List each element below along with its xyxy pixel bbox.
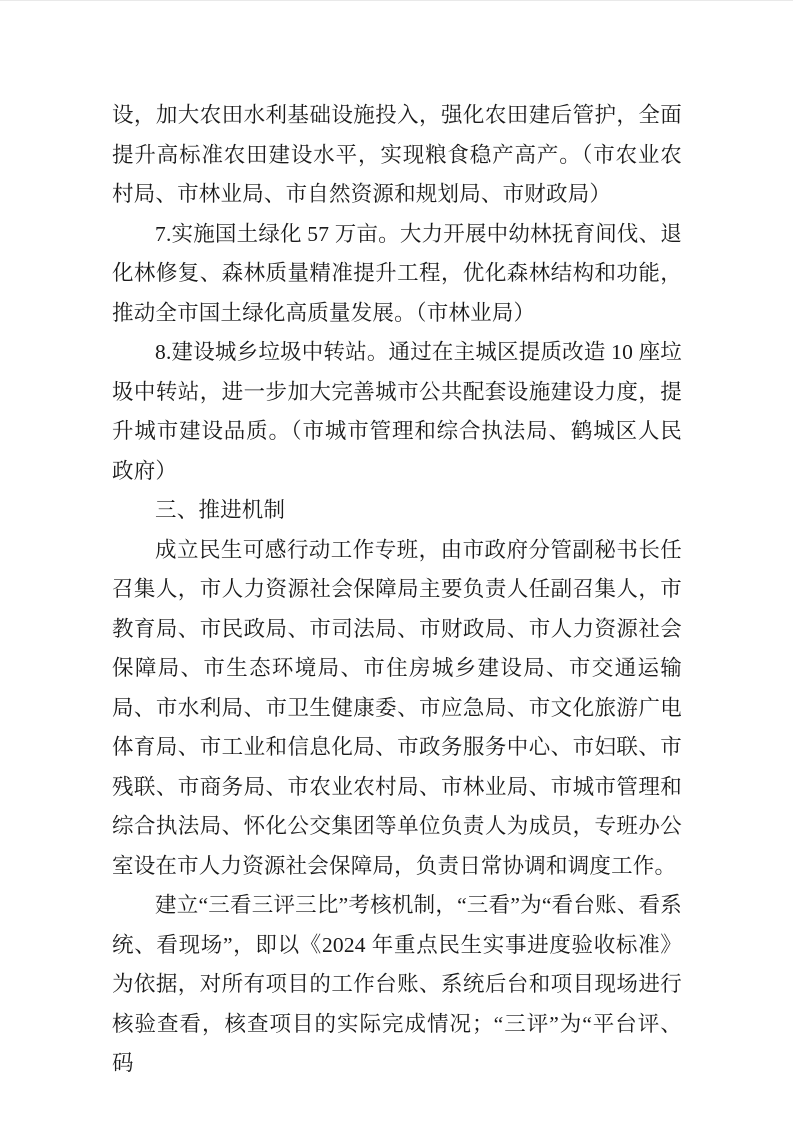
document-body — [112, 96, 682, 1084]
paragraph: 成立民生可感行动工作专班，由市政府分管副秘书长任召集人，市人力资源社会保障局主要负责人任副召集人，市教育局、市民政局、市司法局、市财政局、市人力资源社会保障局、市生态环境局、市住房城乡建设局、市交通运输局、市水利局、市卫生健康委、市应急局、市文化旅游广电体育局、市工业和信息化局、市政务服务中心、市妇联、市残联、市商务局、市农业农村局、市林业局、市城市管理和综合执法局、怀化公交集团等单位负责人为成员，专班办公室设在市人力资源社会保障局，负责日常协调和调度工作。 — [112, 537, 682, 878]
paragraph: 设，加大农田水利基础设施投入，强化农田建后管护，全面提升高标准农田建设水平，实现粮食稳产高产。（市农业农村局、市林业局、市自然资源和规划局、市财政局） — [112, 103, 682, 206]
section-heading: 三、推进机制 — [155, 498, 286, 522]
paragraph: 建立“三看三评三比”考核机制，“三看”为“看台账、看系统、看现场”，即以《2024 年重点民生实事进度验收标准》为依据，对所有项目的工作台账、系统后台和项目现场进行核验查看，核查项目的实际完成情况；“三评”为“平台评、码 — [112, 893, 682, 1075]
paragraph: 8.建设城乡垃圾中转站。通过在主城区提质改造 10 座垃圾中转站，进一步加大完善城市公共配套设施建设力度，提升城市建设品质。（市城市管理和综合执法局、鹤城区人民政府） — [112, 340, 682, 483]
paragraph: 7.实施国土绿化 57 万亩。大力开展中幼林抚育间伐、退化林修复、森林质量精准提升工程，优化森林结构和功能，推动全市国土绿化高质量发展。（市林业局） — [112, 221, 682, 325]
